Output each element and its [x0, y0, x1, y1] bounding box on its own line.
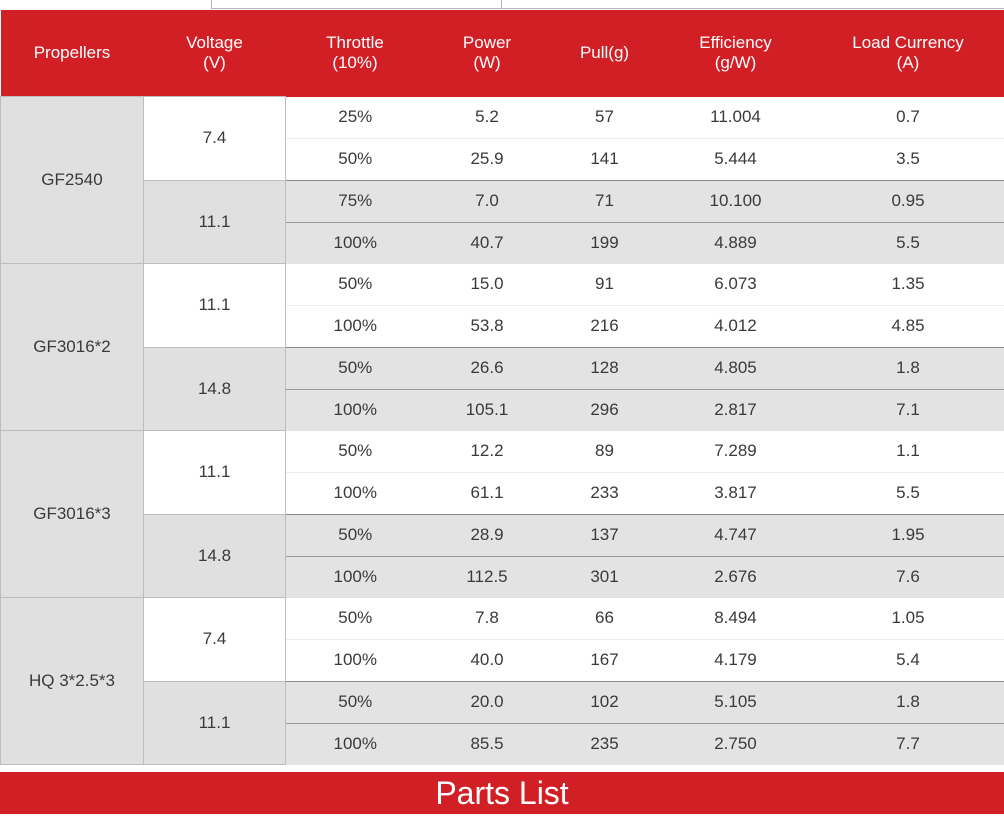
- throttle-cell: 50%: [286, 431, 425, 473]
- voltage-cell: 14.8: [144, 347, 286, 431]
- load-current-cell: 1.8: [812, 347, 1004, 389]
- motor-performance-table: [0, 10, 1004, 765]
- throttle-cell: 50%: [286, 347, 425, 389]
- pull-cell: 57: [550, 97, 660, 139]
- power-cell: 105.1: [425, 389, 550, 431]
- top-strip-cell: [501, 0, 1004, 9]
- header-propellers: Propellers: [1, 10, 144, 97]
- pull-cell: 167: [550, 639, 660, 681]
- load-current-cell: 5.4: [812, 639, 1004, 681]
- power-cell: 85.5: [425, 723, 550, 765]
- efficiency-cell: 8.494: [660, 598, 812, 640]
- header-load-current: Load Currency (A): [812, 10, 1004, 97]
- throttle-cell: 50%: [286, 598, 425, 640]
- propeller-name: GF3016*3: [1, 431, 144, 598]
- efficiency-cell: 2.750: [660, 723, 812, 765]
- table-row: [1, 598, 1004, 640]
- efficiency-cell: 4.179: [660, 639, 812, 681]
- power-cell: 40.7: [425, 222, 550, 264]
- power-cell: 7.8: [425, 598, 550, 640]
- table-header-row: [1, 10, 1004, 97]
- pull-cell: 235: [550, 723, 660, 765]
- load-current-cell: 7.6: [812, 556, 1004, 598]
- throttle-cell: 50%: [286, 681, 425, 723]
- header-efficiency: Efficiency (g/W): [660, 10, 812, 97]
- load-current-cell: 7.1: [812, 389, 1004, 431]
- throttle-cell: 50%: [286, 514, 425, 556]
- header-pull: Pull(g): [550, 10, 660, 97]
- header-power: Power (W): [425, 10, 550, 97]
- power-cell: 7.0: [425, 180, 550, 222]
- propeller-name: HQ 3*2.5*3: [1, 598, 144, 765]
- throttle-cell: 25%: [286, 97, 425, 139]
- load-current-cell: 7.7: [812, 723, 1004, 765]
- power-cell: 20.0: [425, 681, 550, 723]
- pull-cell: 141: [550, 138, 660, 180]
- header-throttle: Throttle (10%): [286, 10, 425, 97]
- efficiency-cell: 10.100: [660, 180, 812, 222]
- throttle-cell: 100%: [286, 389, 425, 431]
- throttle-cell: 100%: [286, 472, 425, 514]
- throttle-cell: 100%: [286, 556, 425, 598]
- pull-cell: 71: [550, 180, 660, 222]
- header-voltage: Voltage (V): [144, 10, 286, 97]
- efficiency-cell: 7.289: [660, 431, 812, 473]
- power-cell: 26.6: [425, 347, 550, 389]
- pull-cell: 296: [550, 389, 660, 431]
- efficiency-cell: 6.073: [660, 264, 812, 306]
- efficiency-cell: 4.889: [660, 222, 812, 264]
- voltage-cell: 14.8: [144, 514, 286, 598]
- table-row: [1, 347, 1004, 389]
- power-cell: 5.2: [425, 97, 550, 139]
- load-current-cell: 1.35: [812, 264, 1004, 306]
- throttle-cell: 50%: [286, 264, 425, 306]
- efficiency-cell: 5.105: [660, 681, 812, 723]
- pull-cell: 91: [550, 264, 660, 306]
- load-current-cell: 1.95: [812, 514, 1004, 556]
- power-cell: 53.8: [425, 305, 550, 347]
- efficiency-cell: 4.012: [660, 305, 812, 347]
- pull-cell: 89: [550, 431, 660, 473]
- voltage-cell: 11.1: [144, 180, 286, 264]
- propeller-name: GF3016*2: [1, 264, 144, 431]
- top-strip: [0, 0, 1004, 10]
- voltage-cell: 7.4: [144, 97, 286, 181]
- propeller-name: GF2540: [1, 97, 144, 264]
- load-current-cell: 0.95: [812, 180, 1004, 222]
- pull-cell: 199: [550, 222, 660, 264]
- parts-list-banner: Parts List: [0, 772, 1004, 814]
- table-row: [1, 264, 1004, 306]
- throttle-cell: 100%: [286, 305, 425, 347]
- voltage-cell: 11.1: [144, 681, 286, 765]
- load-current-cell: 3.5: [812, 138, 1004, 180]
- load-current-cell: 4.85: [812, 305, 1004, 347]
- pull-cell: 102: [550, 681, 660, 723]
- table-row: [1, 180, 1004, 222]
- efficiency-cell: 3.817: [660, 472, 812, 514]
- power-cell: 12.2: [425, 431, 550, 473]
- throttle-cell: 100%: [286, 222, 425, 264]
- efficiency-cell: 5.444: [660, 138, 812, 180]
- power-cell: 25.9: [425, 138, 550, 180]
- pull-cell: 66: [550, 598, 660, 640]
- load-current-cell: 1.8: [812, 681, 1004, 723]
- efficiency-cell: 2.676: [660, 556, 812, 598]
- power-cell: 112.5: [425, 556, 550, 598]
- table-row: [1, 514, 1004, 556]
- power-cell: 61.1: [425, 472, 550, 514]
- table-row: [1, 681, 1004, 723]
- pull-cell: 137: [550, 514, 660, 556]
- efficiency-cell: 11.004: [660, 97, 812, 139]
- throttle-cell: 100%: [286, 639, 425, 681]
- efficiency-cell: 4.747: [660, 514, 812, 556]
- voltage-cell: 11.1: [144, 264, 286, 348]
- voltage-cell: 11.1: [144, 431, 286, 515]
- pull-cell: 301: [550, 556, 660, 598]
- load-current-cell: 5.5: [812, 222, 1004, 264]
- load-current-cell: 5.5: [812, 472, 1004, 514]
- power-cell: 28.9: [425, 514, 550, 556]
- load-current-cell: 1.05: [812, 598, 1004, 640]
- power-cell: 15.0: [425, 264, 550, 306]
- efficiency-cell: 4.805: [660, 347, 812, 389]
- table-body: [1, 97, 1004, 765]
- throttle-cell: 100%: [286, 723, 425, 765]
- pull-cell: 128: [550, 347, 660, 389]
- power-cell: 40.0: [425, 639, 550, 681]
- efficiency-cell: 2.817: [660, 389, 812, 431]
- load-current-cell: 0.7: [812, 97, 1004, 139]
- table-row: [1, 431, 1004, 473]
- pull-cell: 216: [550, 305, 660, 347]
- table-row: [1, 97, 1004, 139]
- voltage-cell: 7.4: [144, 598, 286, 682]
- pull-cell: 233: [550, 472, 660, 514]
- load-current-cell: 1.1: [812, 431, 1004, 473]
- top-strip-cell: [211, 0, 502, 9]
- throttle-cell: 75%: [286, 180, 425, 222]
- throttle-cell: 50%: [286, 138, 425, 180]
